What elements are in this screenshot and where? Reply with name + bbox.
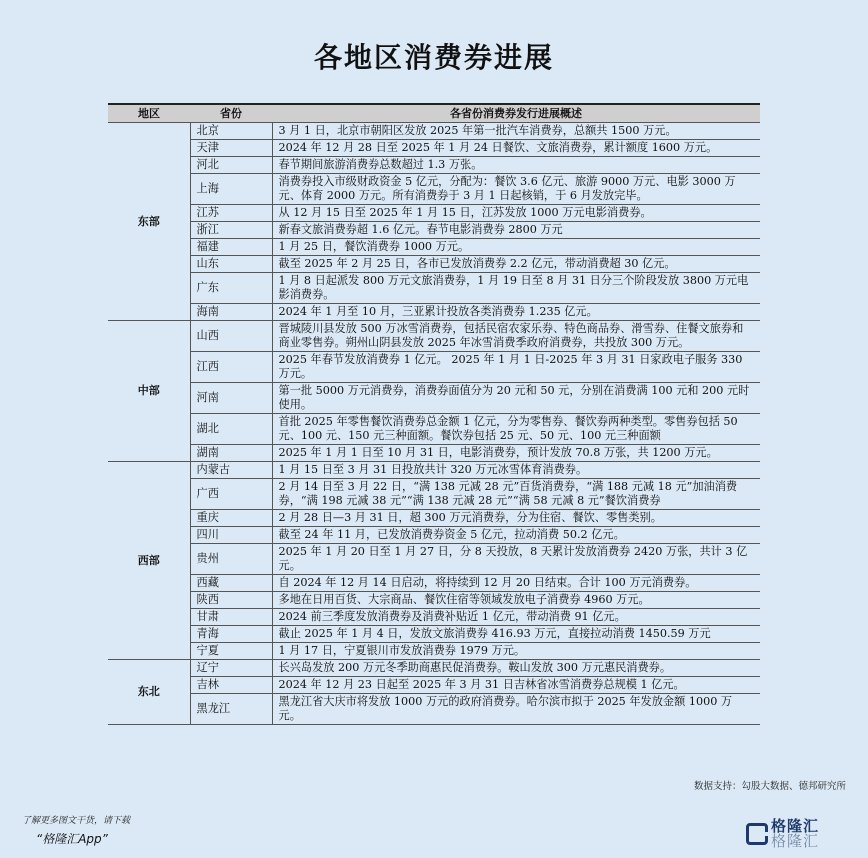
overview-cell: 黑龙江省大庆市将发放 1000 万元的政府消费券。哈尔滨市拟于 2025 年发放金额 1000 万元。 — [272, 694, 760, 725]
table-row — [108, 462, 760, 479]
table-row — [108, 694, 760, 725]
overview-cell: 截止 2025 年 1 月 4 日，发放文旅消费券 416.93 万元，直接拉动消费 1450.59 万元 — [272, 626, 760, 643]
table-row — [108, 643, 760, 660]
province-cell: 河南 — [190, 383, 272, 414]
table-row — [108, 352, 760, 383]
overview-cell: 春节期间旅游消费券总数超过 1.3 万张。 — [272, 157, 760, 174]
overview-cell: 长兴岛发放 200 万元冬季助商惠民促消费券。鞍山发放 300 万元惠民消费券。 — [272, 660, 760, 677]
data-source: 数据支持：勾股大数据、德邦研究所 — [693, 781, 846, 792]
province-cell: 浙江 — [190, 222, 272, 239]
province-cell: 甘肃 — [190, 609, 272, 626]
download-hint: 了解更多图文干货，请下载 — [22, 816, 131, 826]
province-cell: 海南 — [190, 304, 272, 321]
table-row — [108, 575, 760, 592]
overview-cell: 多地在日用百货、大宗商品、餐饮住宿等领域发放电子消费券 4960 万元。 — [272, 592, 760, 609]
table-row — [108, 256, 760, 273]
logo-text: 格隆汇 — [771, 817, 820, 835]
table-row — [108, 304, 760, 321]
province-cell: 吉林 — [190, 677, 272, 694]
overview-cell: 2025 年 1 月 1 日至 10 月 31 日，电影消费券，预计发放 70.8 万张，共 1200 万元。 — [272, 445, 760, 462]
province-cell: 陕西 — [190, 592, 272, 609]
table-row — [108, 445, 760, 462]
table-row — [108, 660, 760, 677]
province-cell: 青海 — [190, 626, 272, 643]
logo-icon — [746, 823, 768, 845]
table-row — [108, 123, 760, 140]
province-cell: 北京 — [190, 123, 272, 140]
province-cell: 上海 — [190, 174, 272, 205]
overview-cell: 2024 前三季度发放消费券及消费补贴近 1 亿元，带动消费 91 亿元。 — [272, 609, 760, 626]
table-header-row — [108, 104, 760, 123]
header-overview: 各省份消费券发行进展概述 — [272, 104, 760, 123]
province-cell: 湖南 — [190, 445, 272, 462]
table-row — [108, 479, 760, 510]
province-cell: 内蒙古 — [190, 462, 272, 479]
overview-cell: 1 月 17 日，宁夏银川市发放消费券 1979 万元。 — [272, 643, 760, 660]
overview-cell: 2 月 28 日—3 月 31 日，超 300 万元消费券，分为住宿、餐饮、零售类别。 — [272, 510, 760, 527]
overview-cell: 新春文旅消费券超 1.6 亿元。春节电影消费券 2800 万元 — [272, 222, 760, 239]
table-row — [108, 321, 760, 352]
province-cell: 河北 — [190, 157, 272, 174]
table-row — [108, 414, 760, 445]
table-row — [108, 157, 760, 174]
province-cell: 山西 — [190, 321, 272, 352]
province-cell: 江西 — [190, 352, 272, 383]
province-cell: 天津 — [190, 140, 272, 157]
province-cell: 福建 — [190, 239, 272, 256]
overview-cell: 2024 年 12 月 23 日起至 2025 年 3 月 31 日吉林省冰雪消费券总规模 1 亿元。 — [272, 677, 760, 694]
overview-cell: 从 12 月 15 日至 2025 年 1 月 15 日，江苏发放 1000 万元电影消费券。 — [272, 205, 760, 222]
region-cell: 东北 — [108, 660, 190, 725]
table-row — [108, 239, 760, 256]
table-row — [108, 273, 760, 304]
table-row — [108, 205, 760, 222]
header-region: 地区 — [108, 104, 190, 123]
region-cell: 中部 — [108, 321, 190, 462]
overview-cell: 2024 年 1 月至 10 月，三亚累计投放各类消费券 1.235 亿元。 — [272, 304, 760, 321]
table-body — [108, 123, 760, 725]
header-province: 省份 — [190, 104, 272, 123]
province-cell: 西藏 — [190, 575, 272, 592]
logo-watermark-text: 格隆汇 — [771, 832, 820, 850]
region-cell: 西部 — [108, 462, 190, 660]
overview-cell: 3 月 1 日，北京市朝阳区发放 2025 年第一批汽车消费券，总额共 1500 万元。 — [272, 123, 760, 140]
table-row — [108, 174, 760, 205]
province-cell: 江苏 — [190, 205, 272, 222]
table-row — [108, 677, 760, 694]
table-row — [108, 544, 760, 575]
overview-cell: 1 月 8 日起派发 800 万元文旅消费券，1 月 19 日至 8 月 31 日分三个阶段发放 3800 万元电影消费券。 — [272, 273, 760, 304]
province-cell: 贵州 — [190, 544, 272, 575]
overview-cell: 1 月 25 日，餐饮消费券 1000 万元。 — [272, 239, 760, 256]
table-row — [108, 510, 760, 527]
table-row — [108, 592, 760, 609]
province-cell: 重庆 — [190, 510, 272, 527]
voucher-table — [108, 103, 760, 725]
overview-cell: 截至 24 年 11 月，已发放消费券资金 5 亿元，拉动消费 50.2 亿元。 — [272, 527, 760, 544]
overview-cell: 第一批 5000 万元消费券，消费券面值分为 20 元和 50 元，分别在消费满 100 元和 200 元时使用。 — [272, 383, 760, 414]
overview-cell: 自 2024 年 12 月 14 日启动，将持续到 12 月 20 日结束。合计 100 万元消费券。 — [272, 575, 760, 592]
overview-cell: 2024 年 12 月 28 日至 2025 年 1 月 24 日餐饮、文旅消费券，累计额度 1600 万元。 — [272, 140, 760, 157]
province-cell: 湖北 — [190, 414, 272, 445]
region-cell: 东部 — [108, 123, 190, 321]
table-row — [108, 222, 760, 239]
province-cell: 辽宁 — [190, 660, 272, 677]
province-cell: 广东 — [190, 273, 272, 304]
overview-cell: 1 月 15 日至 3 月 31 日投放共计 320 万元冰雪体育消费券。 — [272, 462, 760, 479]
table-row — [108, 140, 760, 157]
province-cell: 宁夏 — [190, 643, 272, 660]
overview-cell: 消费券投入市级财政资金 5 亿元，分配为：餐饮 3.6 亿元、旅游 9000 万元、电影 3000 万元、体育 2000 万元。所有消费券于 3 月 1 日起核销，于 6 月发放完毕。 — [272, 174, 760, 205]
brand-logo — [746, 814, 852, 854]
overview-cell: 截至 2025 年 2 月 25 日，各市已发放消费券 2.2 亿元，带动消费超 30 亿元。 — [272, 256, 760, 273]
province-cell: 山东 — [190, 256, 272, 273]
overview-cell: 2025 年 1 月 20 日至 1 月 27 日，分 8 天投放，8 天累计发放消费券 2420 万张，共计 3 亿元。 — [272, 544, 760, 575]
province-cell: 四川 — [190, 527, 272, 544]
province-cell: 广西 — [190, 479, 272, 510]
overview-cell: 2025 年春节发放消费券 1 亿元。 2025 年 1 月 1 日-2025 年 3 月 31 日家政电子服务 330 万元。 — [272, 352, 760, 383]
app-name: “格隆汇App” — [36, 832, 108, 846]
overview-cell: 晋城陵川县发放 500 万冰雪消费券，包括民宿农家乐券、特色商品券、滑雪券、住餐文旅券和商业零售券。朔州山阴县发放 2025 年冰雪消费季政府消费券，共投放 300 万元。 — [272, 321, 760, 352]
province-cell: 黑龙江 — [190, 694, 272, 725]
page-title: 各地区消费券进展 — [313, 41, 554, 74]
table-row — [108, 527, 760, 544]
table-row — [108, 626, 760, 643]
table-row — [108, 383, 760, 414]
overview-cell: 首批 2025 年零售餐饮消费券总金额 1 亿元，分为零售券、餐饮券两种类型。零售券包括 50 元、100 元、150 元三种面额。餐饮券包括 25 元、50 元、100 元三种面额 — [272, 414, 760, 445]
table-row — [108, 609, 760, 626]
overview-cell: 2 月 14 日至 3 月 22 日，“满 138 元减 28 元”百货消费券，“满 188 元减 18 元”加油消费券，“满 198 元减 38 元”“满 138 元减 28 元”“满 58 元减 8 元”餐饮消费券 — [272, 479, 760, 510]
